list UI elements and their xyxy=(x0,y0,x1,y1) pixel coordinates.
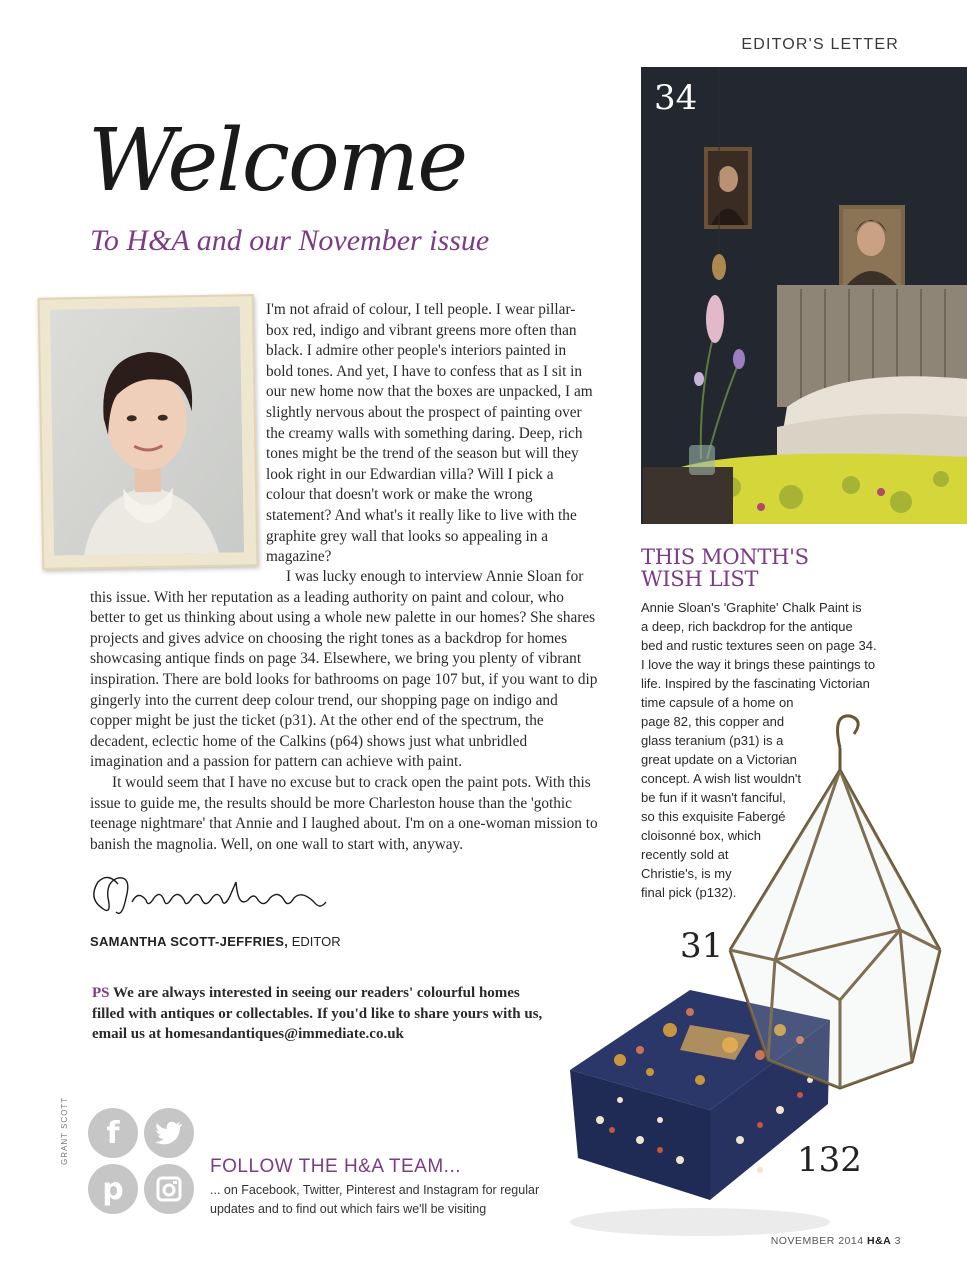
folio-page: 3 xyxy=(894,1235,901,1247)
editor-role: EDITOR xyxy=(291,934,341,949)
body-paragraph-2: I was lucky enough to interview Annie Sloan for this issue. With her reputation as a leading authority on paint and colour, who better to get us thinking about using a whole new palette in our homes? She shares projects and gives advice on choosing the right tones as a backdrop for homes showcasing antique finds on page 34. Elsewhere, we bring you plenty of vibrant inspiration. There are bold looks for bathrooms on page 107 but, if you want to dip gingerly into the current deep colour trend, our shopping page on indigo and copper might be just the ticket (p31). At the other end of the spectrum, the decadent, eclectic home of the Calkins (p64) shows just what unbridled imagination and a passion for pattern can achieve with paint. xyxy=(90,568,598,771)
wish-line: time capsule of a home on xyxy=(641,695,794,710)
intro-text: I'm not afraid of colour, I tell people. I wear pillar-box red, indigo and vibrant greens more often than black. I admire other people's interiors painted in bold tones. And yet, I have to confess that as I sit in our new home now that the boxes are unpacked, I am slightly nervous about the prospect of painting over the creamy walls with something daring. Deep, rich tones might be the trend of the season but will they look right in our Edwardian villa? Will I pick a colour that doesn't work or make the wrong statement? And what's it really like to live with the graphite grey wall that looks so appealing in a magazine? xyxy=(266,301,593,566)
wish-line: concept. A wish list wouldn't xyxy=(641,771,802,786)
instagram-icon[interactable] xyxy=(144,1164,194,1214)
follow-text: ... on Facebook, Twitter, Pinterest and Instagram for regular updates and to find out which fairs we'll be visiting xyxy=(210,1183,540,1216)
page-title: Welcome xyxy=(88,111,467,211)
signature-image xyxy=(88,868,338,928)
photo-credit: GRANT SCOTT xyxy=(60,1096,69,1165)
wish-line: be fun if it wasn't fanciful, xyxy=(641,790,786,805)
editor-name: SAMANTHA SCOTT-JEFFRIES, xyxy=(90,934,289,949)
photo-page-number: 34 xyxy=(654,78,698,118)
wish-line: recently sold at xyxy=(641,847,729,862)
wish-line: I love the way it brings these paintings to xyxy=(641,657,876,672)
pinterest-icon[interactable]: p xyxy=(88,1164,138,1214)
products-illustration xyxy=(560,700,960,1240)
social-icons xyxy=(88,1108,198,1216)
twitter-icon[interactable] xyxy=(144,1108,194,1158)
wish-line: Christie's, is my xyxy=(641,866,732,881)
body-paragraph-3: It would seem that I have no excuse but to crack open the paint pots. With this issue to guide me, the results should be more Charleston house than the 'gothic teenage nightmare' that Annie and I laughed about. I'm on a one-woman mission to banish the magnolia. Well, on one wall to start with, anyway. xyxy=(90,773,598,853)
portrait-image xyxy=(50,306,244,555)
wish-line: so this exquisite Fabergé xyxy=(641,809,786,824)
section-label: EDITOR'S LETTER xyxy=(741,36,899,53)
wish-line: a deep, rich backdrop for the antique xyxy=(641,619,853,634)
wish-line: Annie Sloan's 'Graphite' Chalk Paint is xyxy=(641,600,862,615)
bedroom-photo xyxy=(641,67,967,524)
wish-line: cloisonné box, which xyxy=(641,828,761,843)
wish-line: great update on a Victorian xyxy=(641,752,797,767)
wish-title-line-1: THIS MONTH'S xyxy=(641,545,809,569)
bedroom-illustration xyxy=(641,67,967,524)
wish-title-line-2: WISH LIST xyxy=(641,567,759,591)
folio-date: NOVEMBER 2014 xyxy=(770,1235,864,1247)
main-body xyxy=(90,567,598,855)
wish-line: life. Inspired by the fascinating Victorian xyxy=(641,676,870,691)
editor-portrait xyxy=(38,294,259,570)
wish-line: final pick (p132). xyxy=(641,885,737,900)
wish-line: page 82, this copper and xyxy=(641,714,785,729)
ps-text: We are always interested in seeing our readers' colourful homes filled with antiques or collectables. If you'd like to share yours with us, email us at homesandantiques@immediate.co.uk xyxy=(92,985,543,1042)
instagram-camera-glyph xyxy=(156,1176,182,1202)
facebook-icon[interactable]: f xyxy=(88,1108,138,1158)
intro-paragraph xyxy=(266,300,596,568)
page-folio xyxy=(771,1235,901,1247)
box-page-number: 132 xyxy=(797,1140,862,1180)
ps-label: PS xyxy=(92,985,110,1001)
wish-line: bed and rustic textures seen on page 34. xyxy=(641,638,877,653)
twitter-bird-glyph xyxy=(155,1121,183,1145)
terrarium-page-number: 31 xyxy=(680,926,724,966)
follow-title: FOLLOW THE H&A TEAM... xyxy=(210,1156,462,1177)
editor-credit xyxy=(90,934,341,949)
ps-note xyxy=(92,983,552,1045)
page-subtitle: To H&A and our November issue xyxy=(90,224,490,257)
wish-list-title xyxy=(641,546,809,590)
wish-line: glass teranium (p31) is a xyxy=(641,733,784,748)
folio-brand: H&A xyxy=(866,1235,892,1247)
